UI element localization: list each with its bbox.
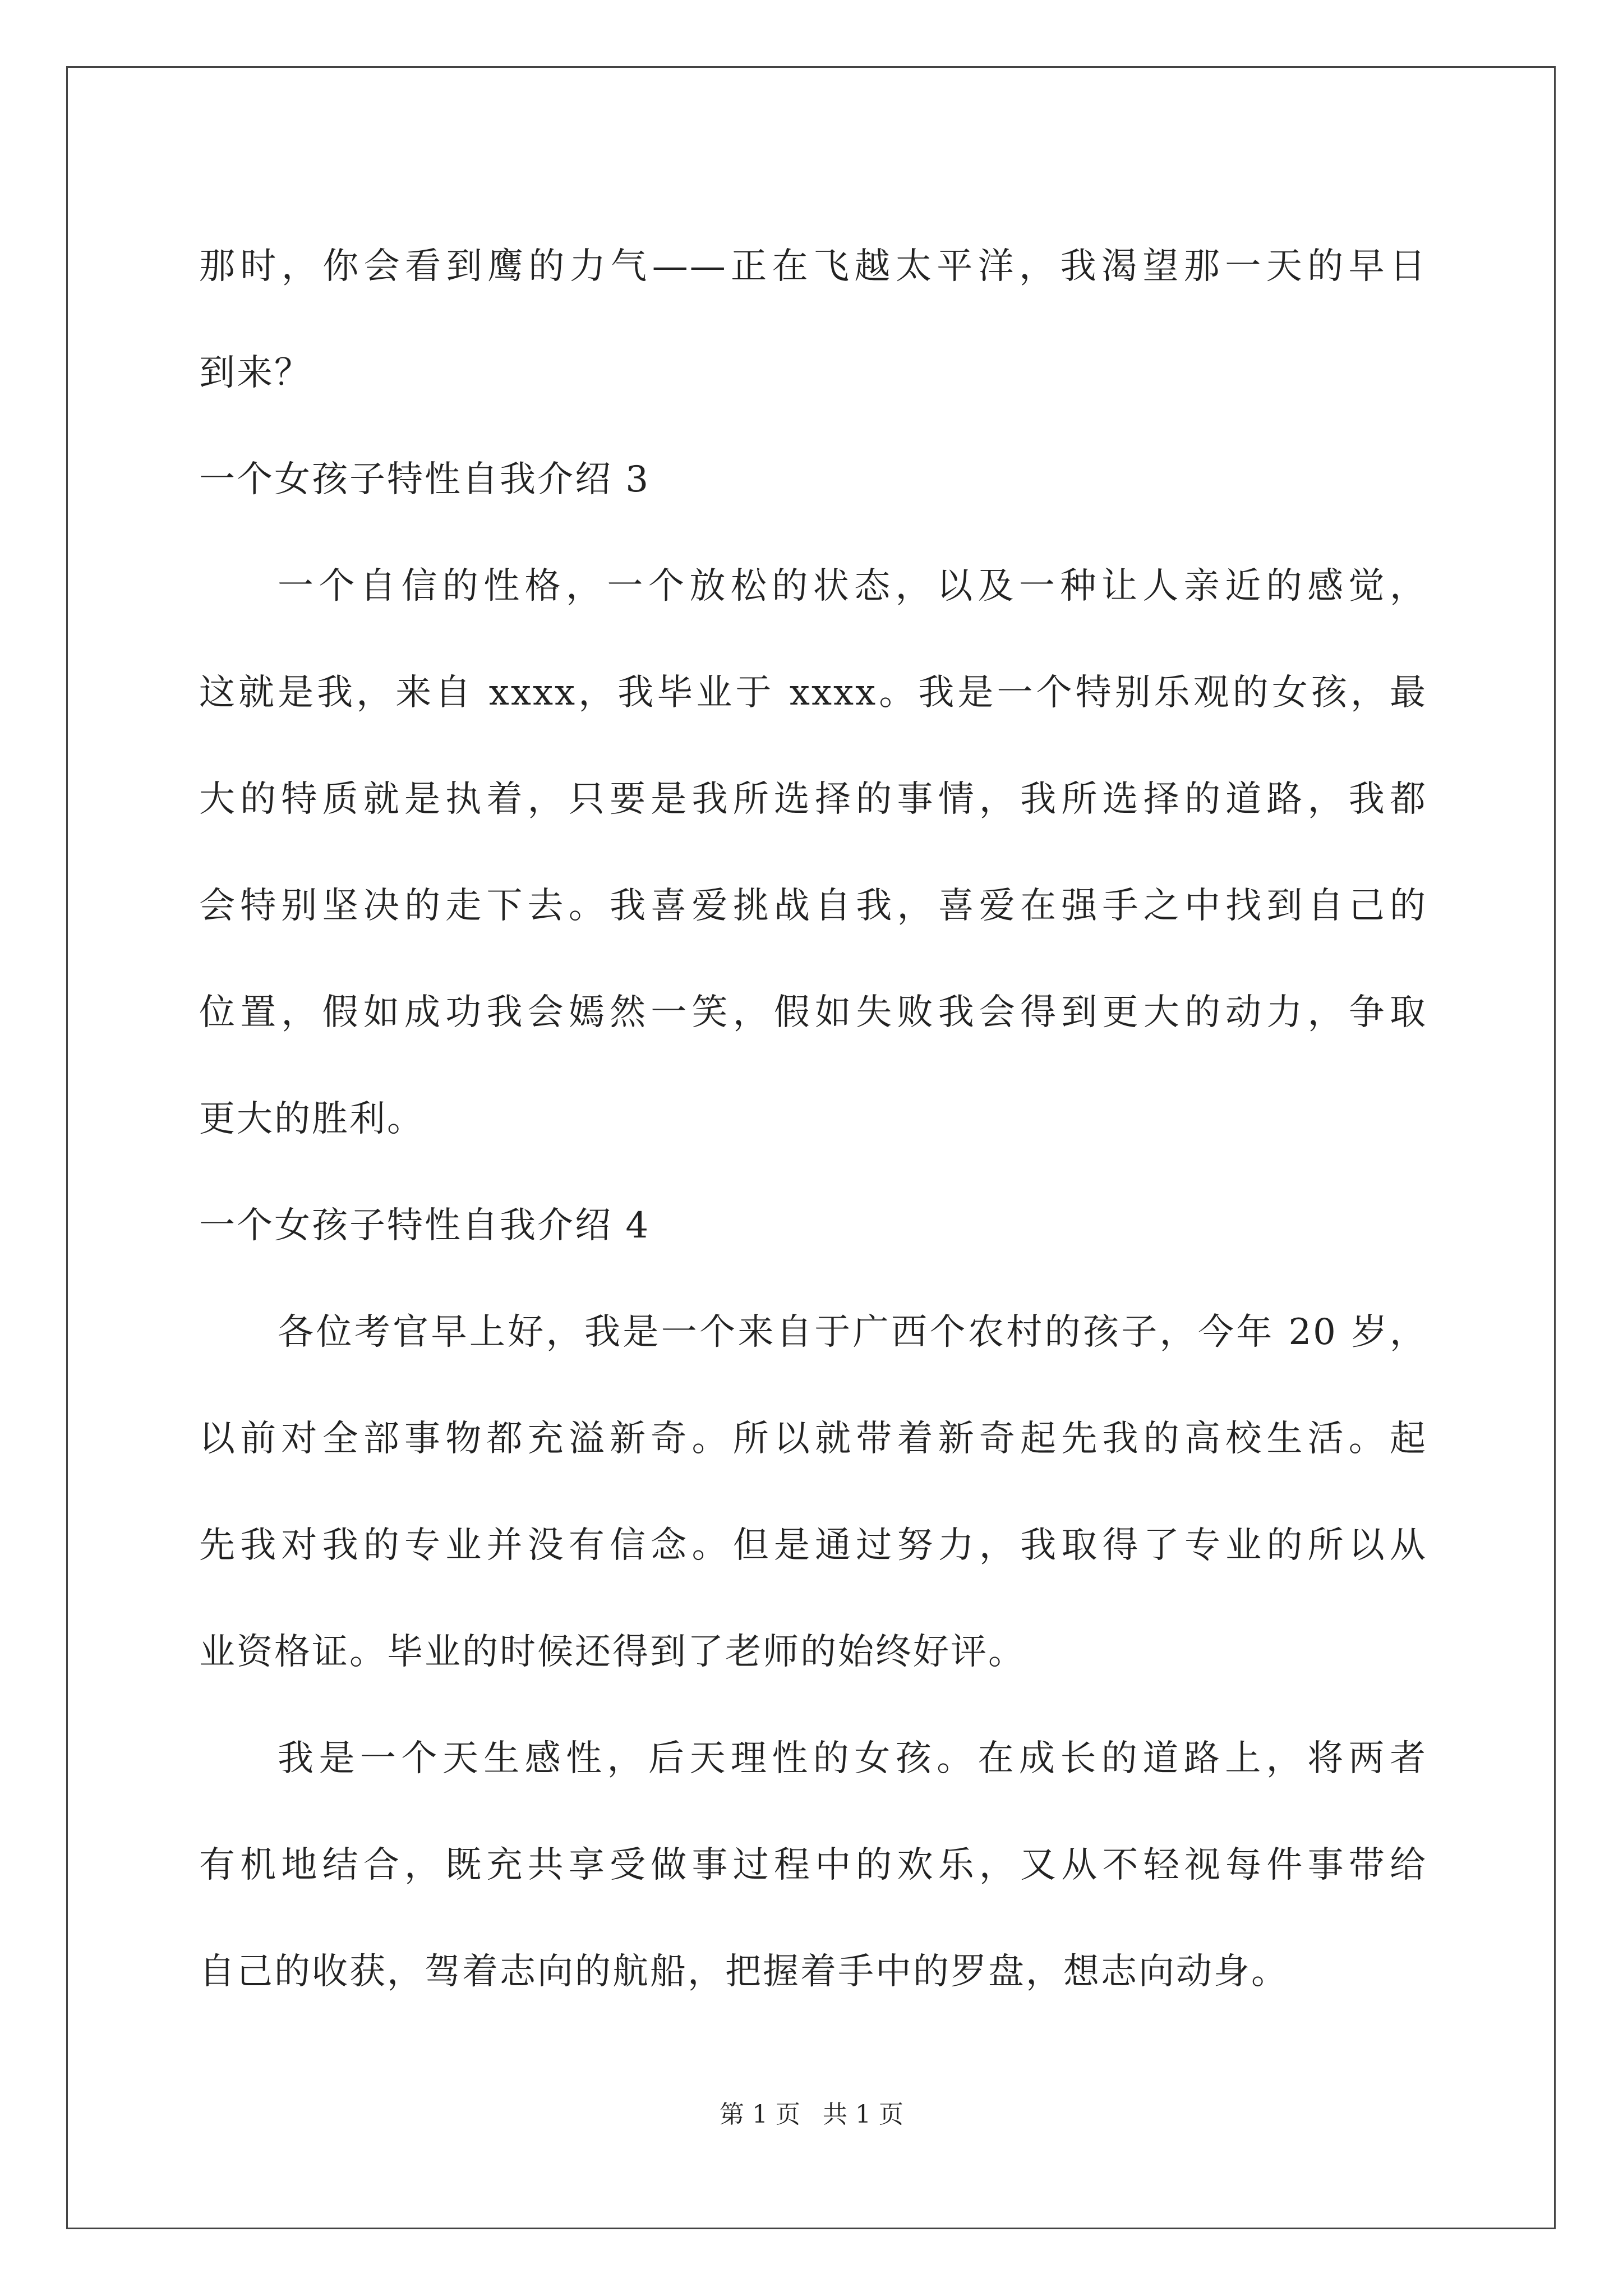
text-line: 大的特质就是执着，只要是我所选择的事情，我所选择的道路，我都: [199, 779, 1427, 820]
text-line: 那时，你会看到鹰的力气——正在飞越太平洋，我渴望那一天的早日: [199, 246, 1427, 287]
text-line: 更大的胜利。: [199, 1098, 425, 1140]
text-line: 自己的收获，驾着志向的航船，把握着手中的罗盘，想志向动身。: [199, 1951, 1289, 1993]
section-heading: 一个女孩子特性自我介绍 3: [199, 459, 651, 500]
text-line: 各位考官早上好，我是一个来自于广西个农村的孩子，今年 20 岁，: [278, 1312, 1427, 1353]
document-body: [199, 213, 1427, 2025]
text-line: 会特别坚决的走下去。我喜爱挑战自我，喜爱在强手之中找到自己的: [199, 885, 1427, 927]
text-line: 这就是我，来自 xxxx，我毕业于 xxxx。我是一个特别乐观的女孩，最: [199, 672, 1427, 714]
text-line: 以前对全部事物都充溢新奇。所以就带着新奇起先我的高校生活。起: [199, 1418, 1427, 1460]
text-line: 先我对我的专业并没有信念。但是通过努力，我取得了专业的所以从: [199, 1525, 1427, 1566]
text-line: 有机地结合，既充共享受做事过程中的欢乐，又从不轻视每件事带给: [199, 1844, 1427, 1886]
section-heading: 一个女孩子特性自我介绍 4: [199, 1205, 651, 1246]
text-line: 我是一个天生感性，后天理性的女孩。在成长的道路上，将两者: [278, 1738, 1427, 1779]
text-line: 到来？: [199, 352, 312, 394]
text-line: 业资格证。毕业的时候还得到了老师的始终好评。: [199, 1631, 1026, 1673]
page-number-total: 共 1 页: [823, 2100, 903, 2129]
text-line: 一个自信的性格，一个放松的状态，以及一种让人亲近的感觉，: [278, 565, 1427, 607]
text-line: 位置，假如成功我会嫣然一笑，假如失败我会得到更大的动力，争取: [199, 992, 1427, 1033]
page-number-current: 第 1 页: [720, 2100, 800, 2129]
page-footer: [0, 2098, 1623, 2132]
